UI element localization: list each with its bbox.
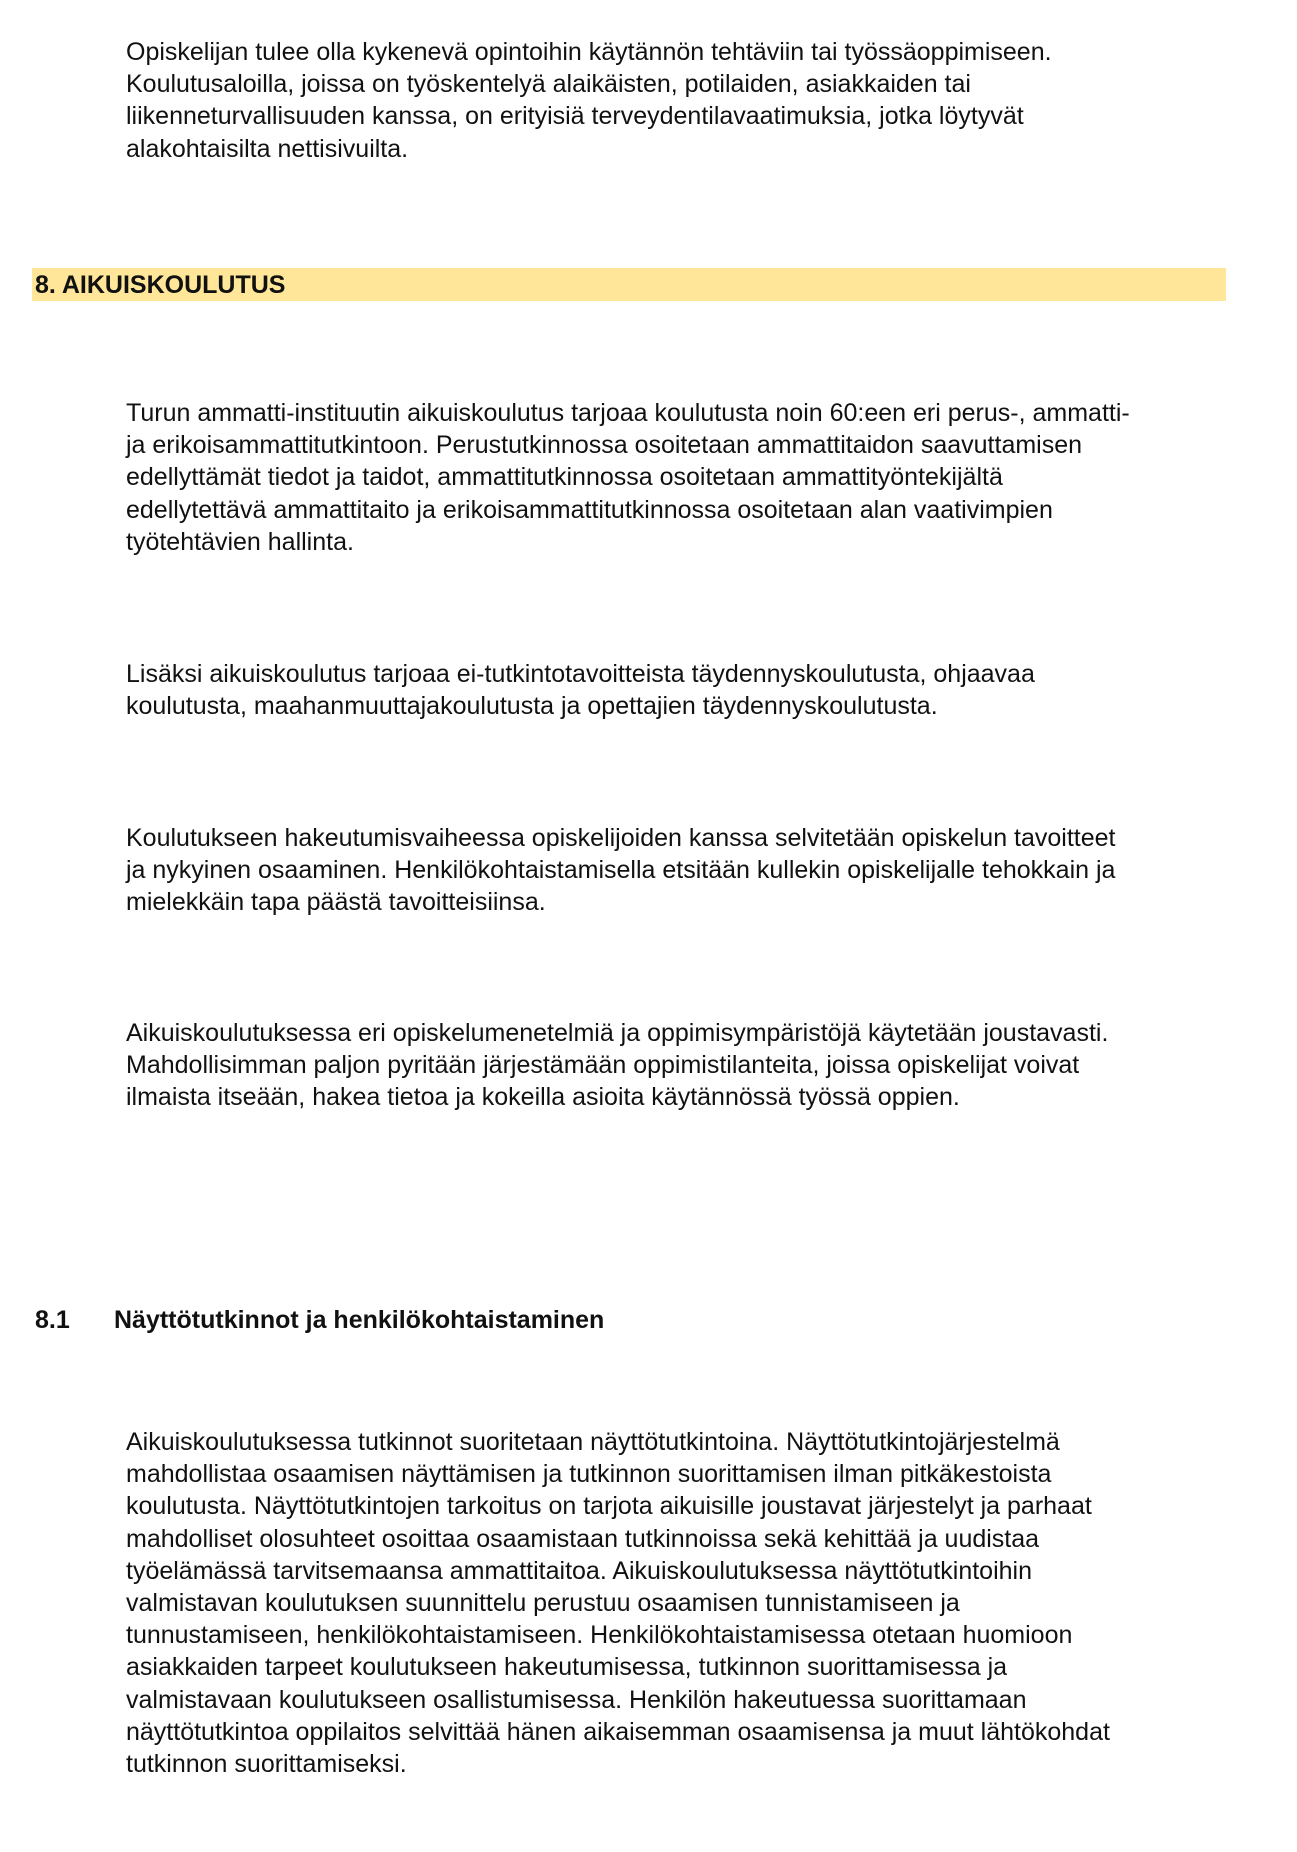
text-line: valmistavaan koulutukseen osallistumisessa. Henkilön hakeutuessa suorittamaan — [126, 1685, 1027, 1714]
intro-paragraph — [126, 36, 1266, 165]
paragraph-3 — [126, 822, 1266, 919]
text-line: Lisäksi aikuiskoulutus tarjoaa ei-tutkintotavoitteista täydennyskoulutusta, ohjaavaa — [126, 660, 1035, 688]
text-line: Opiskelijan tulee olla kykenevä opintoihin käytännön tehtäviin tai työssäoppimiseen. — [126, 38, 1052, 66]
subsection-title: Näyttötutkinnot ja henkilökohtaistaminen — [114, 1306, 605, 1334]
text-line: alakohtaisilta nettisivuilta. — [126, 134, 409, 163]
text-line: liikenneturvallisuuden kanssa, on erityisiä terveydentilavaatimuksia, jotka löytyvät — [126, 102, 1024, 131]
subsection-paragraph — [126, 1426, 1266, 1780]
paragraph-2 — [126, 658, 1266, 722]
section-heading: 8. AIKUISKOULUTUS — [35, 271, 286, 299]
text-line: Aikuiskoulutuksessa eri opiskelumenetelmiä ja oppimisympäristöjä käytetään joustavasti. — [126, 1019, 1109, 1047]
text-line: mielekkäin tapa päästä tavoitteisiinsa. — [126, 888, 546, 917]
text-line: työelämässä tarvitsemaansa ammattitaitoa. Aikuiskoulutuksessa näyttötutkintoihin — [126, 1556, 1033, 1585]
text-line: työtehtävien hallinta. — [126, 527, 354, 556]
text-line: edellyttämät tiedot ja taidot, ammattitutkinnossa osoitetaan ammattityöntekijältä — [126, 463, 1003, 492]
text-line: valmistavan koulutuksen suunnittelu perustuu osaamisen tunnistamiseen ja — [126, 1589, 960, 1618]
text-line: mahdollistaa osaamisen näyttämisen ja tutkinnon suorittamisen ilman pitkäkestoista — [126, 1460, 1052, 1489]
text-line: asiakkaiden tarpeet koulutukseen hakeutumisessa, tutkinnon suorittamisessa ja — [126, 1653, 1008, 1682]
text-line: näyttötutkintoa oppilaitos selvittää hänen aikaisemman osaamisensa ja muut lähtökohdat — [126, 1717, 1110, 1746]
text-line: Mahdollisimman paljon pyritään järjestämään oppimistilanteita, joissa opiskelijat voivat — [126, 1051, 1080, 1080]
paragraph-4 — [126, 1017, 1266, 1114]
text-line: tutkinnon suorittamiseksi. — [126, 1750, 407, 1779]
text-line: Koulutukseen hakeutumisvaiheessa opiskelijoiden kanssa selvitetään opiskelun tavoitteet — [126, 824, 1116, 852]
text-line: mahdolliset olosuhteet osoittaa osaamistaan tutkinnoissa sekä kehittää ja uudistaa — [126, 1524, 1040, 1553]
text-line: edellytettävä ammattitaito ja erikoisammattitutkinnossa osoitetaan alan vaativimpien — [126, 495, 1053, 524]
text-line: Koulutusaloilla, joissa on työskentelyä alaikäisten, potilaiden, asiakkaiden tai — [126, 70, 971, 99]
text-line: ja erikoisammattitutkintoon. Perustutkinnossa osoitetaan ammattitaidon saavuttamisen — [126, 431, 1083, 460]
text-line: ilmaista itseään, hakea tietoa ja kokeilla asioita käytännössä työssä oppien. — [126, 1083, 960, 1112]
text-line: koulutusta. Näyttötutkintojen tarkoitus on tarjota aikuisille joustavat järjestelyt ja parhaat — [126, 1492, 1092, 1521]
text-line: koulutusta, maahanmuuttajakoulutusta ja opettajien täydennyskoulutusta. — [126, 692, 938, 721]
text-line: Turun ammatti-instituutin aikuiskoulutus tarjoaa koulutusta noin 60:een eri perus-, ammatti- — [126, 399, 1130, 427]
text-line: Aikuiskoulutuksessa tutkinnot suoritetaan näyttötutkintoina. Näyttötutkintojärjestelmä — [126, 1428, 1060, 1456]
text-line: tunnustamiseen, henkilökohtaistamiseen. Henkilökohtaistamisessa otetaan huomioon — [126, 1621, 1073, 1650]
subsection-number: 8.1 — [35, 1306, 70, 1334]
text-line: ja nykyinen osaaminen. Henkilökohtaistamisella etsitään kullekin opiskelijalle tehokkain ja — [126, 856, 1116, 885]
paragraph-1 — [126, 397, 1266, 558]
